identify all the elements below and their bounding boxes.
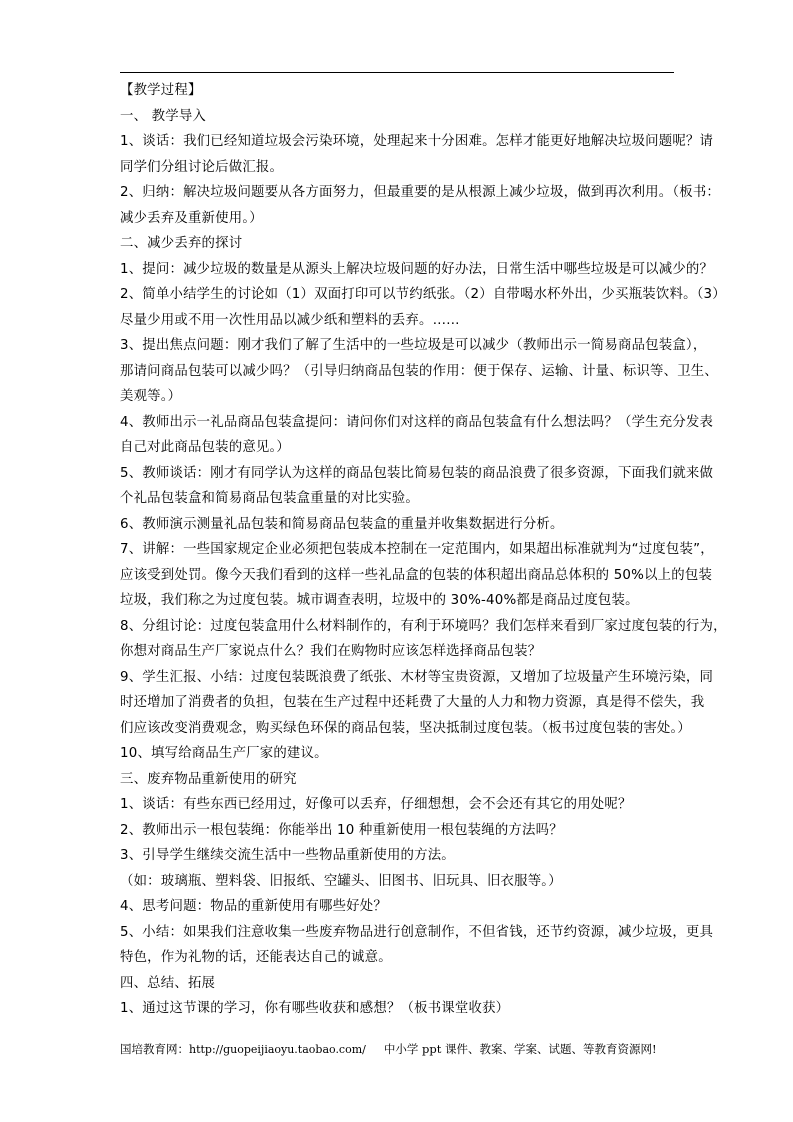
footer-tagline: 中小学 ppt 课件、教案、学案、试题、等教育资源网! bbox=[383, 1042, 657, 1056]
text-line: （如：玻璃瓶、塑料袋、旧报纸、空罐头、旧图书、旧玩具、旧衣服等。） bbox=[120, 873, 562, 889]
section-heading: 【教学过程】 bbox=[120, 83, 202, 98]
text-line: 减少丢弃及重新使用。） bbox=[120, 210, 263, 226]
text-line: 1、通过这节课的学习，你有哪些收获和感想？（板书课堂收获） bbox=[120, 1001, 510, 1016]
text-line: 2、归纳：解决垃圾问题要从各方面努力，但最重要的是从根源上减少垃圾，做到再次利用。（板书： bbox=[120, 185, 721, 200]
text-line: 那请问商品包装可以减少吗？（引导归纳商品包装的作用：便于保存、运输、计量、标识等、卫生、 bbox=[120, 363, 718, 379]
text-line: 3、引导学生继续交流生活中一些物品重新使用的方法。 bbox=[120, 848, 455, 863]
text-line: 尽量少用或不用一次性用品以减少纸和塑料的丢弃。…… bbox=[120, 312, 460, 328]
footer-site-label: 国培教育网： bbox=[120, 1042, 189, 1056]
text-line: 7、讲解：一些国家规定企业必须把包装成本控制在一定范围内，如果超出标准就判为“过度包装”， bbox=[120, 542, 714, 557]
text-line: 们应该改变消费观念，购买绿色环保的商品包装，坚决抵制过度包装。（板书过度包装的害处。） bbox=[120, 720, 691, 736]
text-line: 时还增加了消费者的负担，包装在生产过程中还耗费了大量的人力和物力资源，真是得不偿失，我 bbox=[120, 695, 705, 710]
text-line: 1、谈话：有些东西已经用过，好像可以丢弃，仔细想想，会不会还有其它的用处呢？ bbox=[120, 797, 632, 812]
text-line: 应该受到处罚。像今天我们看到的这样一些礼品盒的包装的体积超出商品总体积的 50%以上的包装 bbox=[120, 567, 713, 583]
text-line: 2、教师出示一根包装绳：你能举出 10 种重新使用一根包装绳的方法吗？ bbox=[120, 822, 563, 838]
header-rule bbox=[120, 72, 674, 73]
text-line: 10、填写给商品生产厂家的建议。 bbox=[120, 746, 328, 761]
text-line: 3、提出焦点问题：刚才我们了解了生活中的一些垃圾是可以减少（教师出示一简易商品包装盒）， bbox=[120, 338, 707, 353]
text-line: 4、思考问题：物品的重新使用有哪些好处？ bbox=[120, 899, 387, 914]
text-line: 8、分组讨论：过度包装盒用什么材料制作的，有利于环境吗？我们怎样来看到厂家过度包装的行为， bbox=[120, 618, 727, 634]
text-line: 同学们分组讨论后做汇报。 bbox=[120, 159, 284, 175]
text-line: 6、教师演示测量礼品包装和简易商品包装盒的重量并收集数据进行分析。 bbox=[120, 516, 564, 532]
section-heading: 四、总结、拓展 bbox=[120, 975, 216, 991]
page-footer bbox=[120, 1041, 657, 1057]
text-line: 2、简单小结学生的讨论如（1）双面打印可以节约纸张。（2）自带喝水杯外出，少买瓶装饮料。（3） bbox=[120, 287, 726, 302]
text-line: 你想对商品生产厂家说点什么？我们在购物时应该怎样选择商品包装？ bbox=[120, 644, 542, 659]
text-line: 5、小结：如果我们注意收集一些废弃物品进行创意制作，不但省钱，还节约资源，减少垃圾，更具 bbox=[120, 924, 714, 940]
text-line: 4、教师出示一礼品商品包装盒提问：请问你们对这样的商品包装盒有什么想法吗？（学生充分发表 bbox=[120, 414, 714, 430]
section-heading: 一、 教学导入 bbox=[120, 108, 206, 124]
text-line: 特色，作为礼物的话，还能表达自己的诚意。 bbox=[120, 950, 392, 965]
lesson-body bbox=[120, 78, 732, 1022]
text-line: 1、提问：减少垃圾的数量是从源头上解决垃圾问题的好办法，日常生活中哪些垃圾是可以减少的？ bbox=[120, 261, 714, 277]
text-line: 垃圾，我们称之为过度包装。城市调查表明，垃圾中的 30%-40%都是商品过度包装。 bbox=[120, 593, 639, 608]
text-line: 自己对此商品包装的意见。） bbox=[120, 440, 290, 455]
text-line: 1、谈话：我们已经知道垃圾会污染环境，处理起来十分困难。怎样才能更好地解决垃圾问题呢？请 bbox=[120, 134, 714, 149]
text-line: 9、学生汇报、小结：过度包装既浪费了纸张、木材等宝贵资源，又增加了垃圾量产生环境污染，同 bbox=[120, 669, 714, 685]
text-line: 美观等。） bbox=[120, 389, 182, 404]
text-line: 个礼品包装盒和简易商品包装盒重量的对比实验。 bbox=[120, 491, 419, 506]
section-heading: 三、废弃物品重新使用的研究 bbox=[120, 771, 297, 787]
section-heading: 二、减少丢弃的探讨 bbox=[120, 236, 243, 251]
footer-url-link[interactable]: http://guopeijiaoyu.taobao.com/ bbox=[189, 1043, 366, 1056]
text-line: 5、教师谈话：刚才有同学认为这样的商品包装比简易包装的商品浪费了很多资源，下面我们就来做 bbox=[120, 465, 714, 481]
